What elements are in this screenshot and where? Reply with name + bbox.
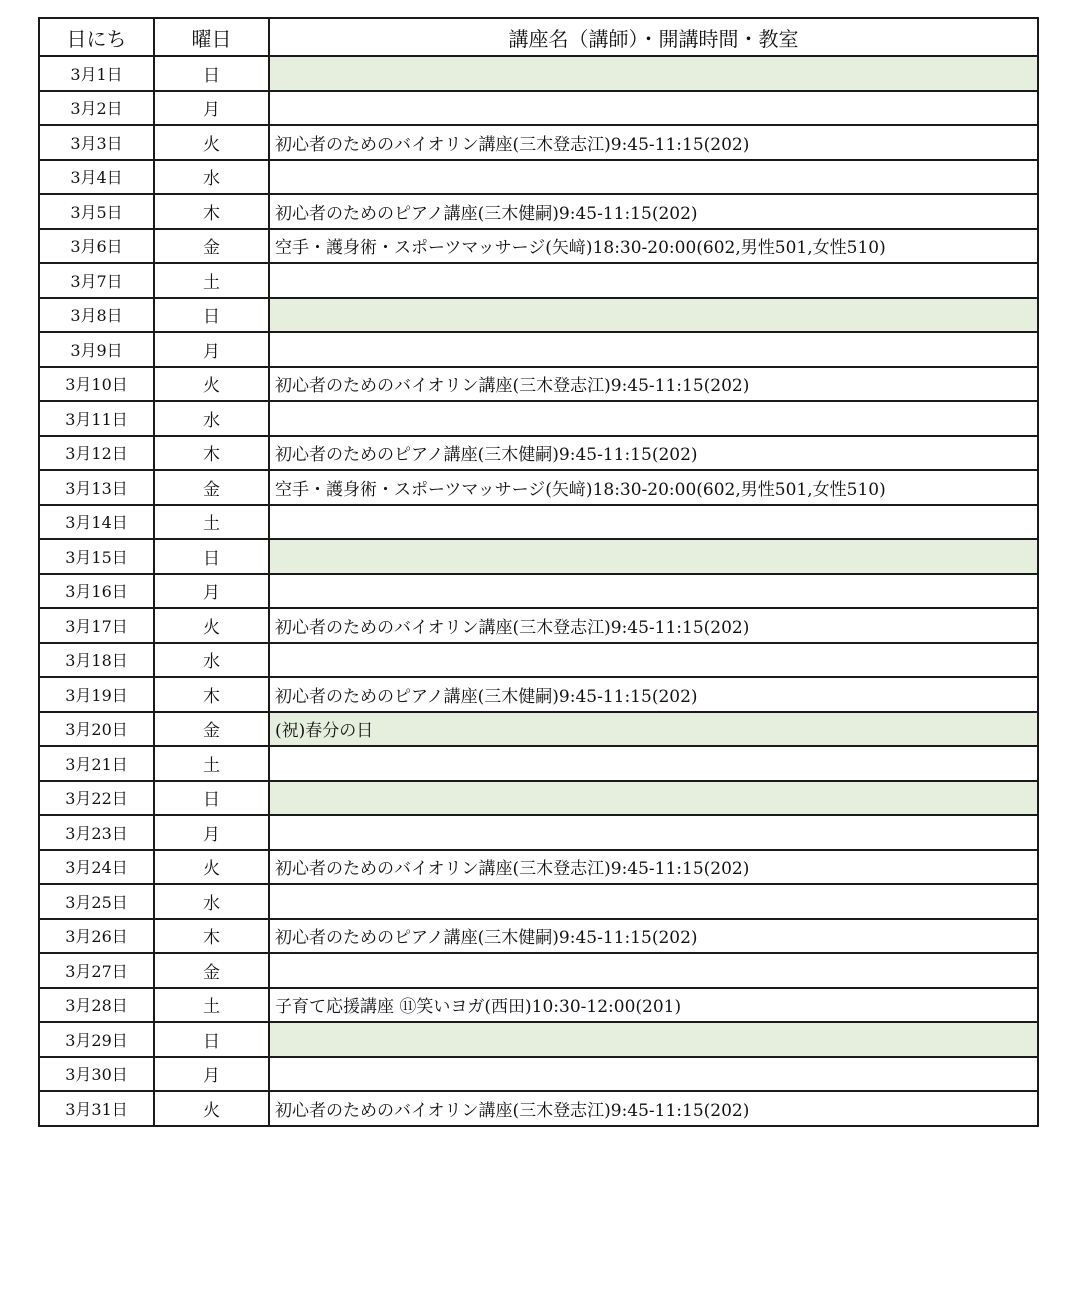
table-row [39,229,1038,264]
header-weekday: 曜日 [154,18,269,56]
course-cell [269,1022,1038,1057]
table-row [39,194,1038,229]
weekday-cell: 水 [154,160,269,195]
date-cell: 3月18日 [39,643,154,678]
weekday-cell: 水 [154,401,269,436]
course-cell: 初心者のためのバイオリン講座(三木登志江)9:45-11:15(202) [269,1091,1038,1126]
date-cell: 3月14日 [39,505,154,540]
weekday-cell: 日 [154,539,269,574]
table-row [39,953,1038,988]
course-cell [269,160,1038,195]
date-cell: 3月8日 [39,298,154,333]
table-row [39,1091,1038,1126]
table-row [39,574,1038,609]
weekday-cell: 火 [154,608,269,643]
course-cell [269,574,1038,609]
course-cell [269,781,1038,816]
header-date: 日にち [39,18,154,56]
weekday-cell: 火 [154,1091,269,1126]
weekday-cell: 日 [154,298,269,333]
weekday-cell: 月 [154,574,269,609]
course-cell [269,91,1038,126]
date-cell: 3月28日 [39,988,154,1023]
date-cell: 3月5日 [39,194,154,229]
date-cell: 3月10日 [39,367,154,402]
table-row [39,160,1038,195]
course-cell: 子育て応援講座 ⑪笑いヨガ(西田)10:30-12:00(201) [269,988,1038,1023]
course-cell: 初心者のためのピアノ講座(三木健嗣)9:45-11:15(202) [269,677,1038,712]
course-cell [269,56,1038,91]
date-cell: 3月23日 [39,815,154,850]
weekday-cell: 金 [154,712,269,747]
weekday-cell: 土 [154,988,269,1023]
course-cell [269,539,1038,574]
course-cell: (祝)春分の日 [269,712,1038,747]
date-cell: 3月7日 [39,263,154,298]
weekday-cell: 火 [154,850,269,885]
table-row [39,367,1038,402]
weekday-cell: 水 [154,884,269,919]
date-cell: 3月13日 [39,470,154,505]
header-course: 講座名（講師）・開講時間・教室 [269,18,1038,56]
table-row [39,263,1038,298]
date-cell: 3月21日 [39,746,154,781]
course-cell [269,746,1038,781]
date-cell: 3月25日 [39,884,154,919]
course-cell [269,401,1038,436]
date-cell: 3月30日 [39,1057,154,1092]
weekday-cell: 土 [154,263,269,298]
course-cell [269,263,1038,298]
date-cell: 3月26日 [39,919,154,954]
course-cell: 初心者のためのバイオリン講座(三木登志江)9:45-11:15(202) [269,608,1038,643]
course-cell [269,953,1038,988]
header-row [39,18,1038,56]
table-row [39,746,1038,781]
course-cell [269,643,1038,678]
course-cell [269,505,1038,540]
table-row [39,850,1038,885]
course-cell: 初心者のためのピアノ講座(三木健嗣)9:45-11:15(202) [269,194,1038,229]
date-cell: 3月9日 [39,332,154,367]
date-cell: 3月11日 [39,401,154,436]
table-row [39,436,1038,471]
weekday-cell: 金 [154,470,269,505]
weekday-cell: 土 [154,505,269,540]
table-row [39,401,1038,436]
table-row [39,470,1038,505]
course-cell: 空手・護身術・スポーツマッサージ(矢﨑)18:30-20:00(602,男性501,女性510) [269,470,1038,505]
course-cell [269,332,1038,367]
date-cell: 3月1日 [39,56,154,91]
weekday-cell: 月 [154,91,269,126]
date-cell: 3月31日 [39,1091,154,1126]
weekday-cell: 金 [154,953,269,988]
weekday-cell: 木 [154,919,269,954]
date-cell: 3月22日 [39,781,154,816]
course-cell [269,298,1038,333]
date-cell: 3月24日 [39,850,154,885]
table-row [39,298,1038,333]
weekday-cell: 木 [154,677,269,712]
schedule-header [39,18,1038,56]
table-row [39,712,1038,747]
date-cell: 3月27日 [39,953,154,988]
table-row [39,125,1038,160]
table-row [39,988,1038,1023]
date-cell: 3月4日 [39,160,154,195]
weekday-cell: 月 [154,332,269,367]
table-row [39,332,1038,367]
weekday-cell: 月 [154,1057,269,1092]
weekday-cell: 日 [154,781,269,816]
date-cell: 3月19日 [39,677,154,712]
weekday-cell: 金 [154,229,269,264]
weekday-cell: 月 [154,815,269,850]
table-row [39,56,1038,91]
table-row [39,781,1038,816]
date-cell: 3月6日 [39,229,154,264]
course-cell [269,815,1038,850]
weekday-cell: 土 [154,746,269,781]
date-cell: 3月2日 [39,91,154,126]
date-cell: 3月20日 [39,712,154,747]
table-row [39,884,1038,919]
table-row [39,677,1038,712]
weekday-cell: 火 [154,367,269,402]
schedule-body [39,56,1038,1126]
table-row [39,1057,1038,1092]
weekday-cell: 木 [154,436,269,471]
date-cell: 3月3日 [39,125,154,160]
weekday-cell: 木 [154,194,269,229]
table-row [39,643,1038,678]
weekday-cell: 水 [154,643,269,678]
course-cell: 初心者のためのバイオリン講座(三木登志江)9:45-11:15(202) [269,125,1038,160]
weekday-cell: 日 [154,1022,269,1057]
date-cell: 3月15日 [39,539,154,574]
course-cell: 初心者のためのピアノ講座(三木健嗣)9:45-11:15(202) [269,436,1038,471]
table-row [39,505,1038,540]
table-row [39,608,1038,643]
date-cell: 3月17日 [39,608,154,643]
table-row [39,815,1038,850]
course-cell [269,884,1038,919]
date-cell: 3月29日 [39,1022,154,1057]
table-row [39,1022,1038,1057]
table-row [39,91,1038,126]
course-cell: 初心者のためのピアノ講座(三木健嗣)9:45-11:15(202) [269,919,1038,954]
schedule-table [38,17,1039,1127]
date-cell: 3月16日 [39,574,154,609]
table-row [39,539,1038,574]
weekday-cell: 火 [154,125,269,160]
course-cell: 初心者のためのバイオリン講座(三木登志江)9:45-11:15(202) [269,850,1038,885]
course-cell: 空手・護身術・スポーツマッサージ(矢﨑)18:30-20:00(602,男性501,女性510) [269,229,1038,264]
course-cell: 初心者のためのバイオリン講座(三木登志江)9:45-11:15(202) [269,367,1038,402]
course-cell [269,1057,1038,1092]
weekday-cell: 日 [154,56,269,91]
table-row [39,919,1038,954]
date-cell: 3月12日 [39,436,154,471]
